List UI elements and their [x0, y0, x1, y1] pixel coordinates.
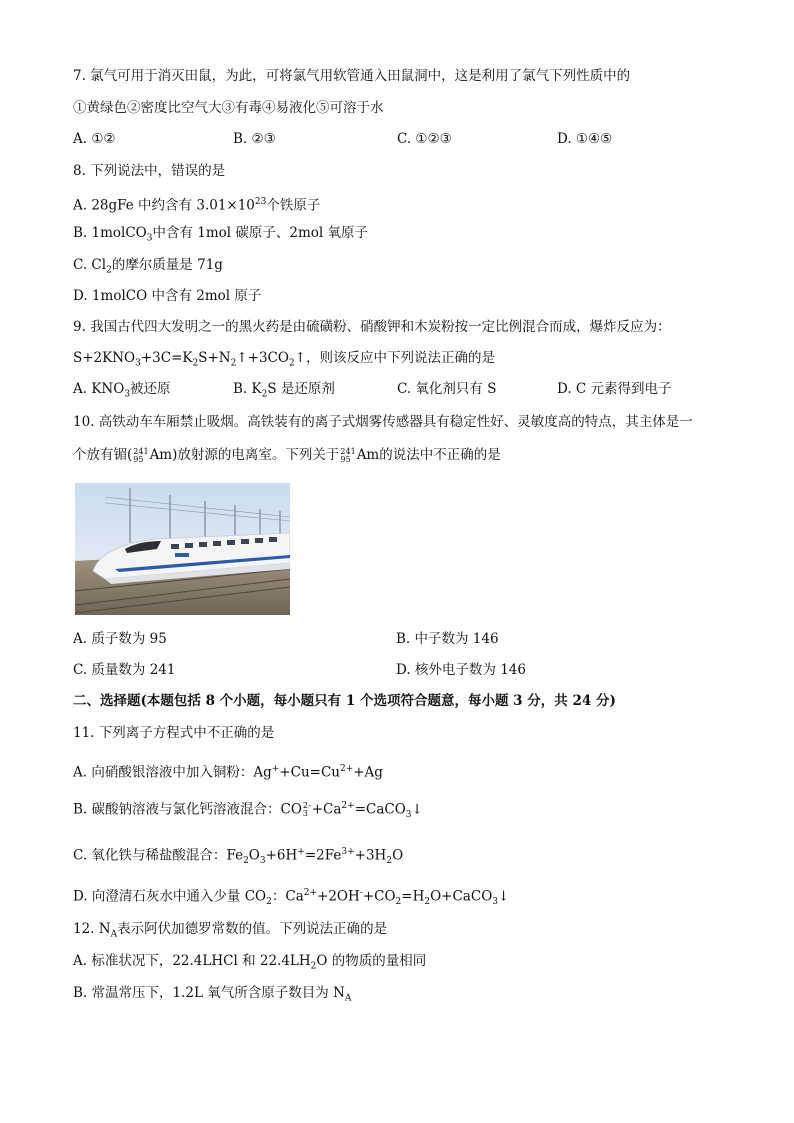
q8-option-d: D. 1molCO 中含有 2mol 原子 — [73, 288, 262, 304]
q11-option-b: B. 碳酸钠溶液与氯化钙溶液混合：CO2- $3 +Ca^{2+}=CaCO_3↓$ — [73, 801, 423, 821]
q7-option-d: D. ①④⑤ — [557, 131, 613, 147]
q12-stem: 12. $N_A$表示阿伏加德罗常数的值。下列说法正确的是 — [73, 921, 388, 940]
q10-option-d: D. 核外电子数为 146 — [396, 662, 526, 678]
q10-option-b: B. 中子数为 146 — [396, 631, 499, 647]
q12-option-a: A. 标准状况下，22.4LHCl 和 $22.4LH_2O$ 的物质的量相同 — [73, 953, 427, 972]
q11-option-c: C. 氧化铁与稀盐酸混合：$Fe_2O_3+6H^+=2Fe^{3+}+3H_2O$ — [73, 847, 404, 867]
isotope-notation-2: 241 95 — [340, 446, 356, 464]
q9-equation: $S+2KNO_3+3C=K_2S+N_2↑+3CO_2↑$，则该反应中下列说法正确的是 — [73, 350, 495, 369]
q9-option-d: D. C 元素得到电子 — [557, 381, 672, 397]
q9-option-a: A. $KNO_3$被还原 — [73, 381, 171, 400]
train-illustration — [75, 483, 290, 615]
q10-stem: 10. 高铁动车车厢禁止吸烟。高铁装有的离子式烟雾传感器具有稳定性好、灵敏度高的特点，其主体是一 — [73, 414, 693, 430]
q8-option-c: C. $Cl_2$的摩尔质量是 71g — [73, 257, 223, 276]
q8-option-a: A. 28gFe 中约含有 $3.01\times 10^{23}$个铁原子 — [73, 197, 321, 214]
q7-properties: ①黄绿色②密度比空气大③有毒④易液化⑤可溶于水 — [73, 100, 384, 116]
q8-stem: 8. 下列说法中，错误的是 — [73, 163, 226, 179]
q7-option-c: C. ①②③ — [397, 131, 452, 147]
carbonate-charge: 2- 3 — [302, 801, 311, 818]
q7-option-b: B. ②③ — [233, 131, 276, 147]
q10-option-a: A. 质子数为 95 — [73, 631, 167, 647]
q9-stem: 9. 我国古代四大发明之一的黑火药是由硫磺粉、硝酸钾和木炭粉按一定比例混合而成，爆炸反应为： — [73, 319, 671, 335]
q11-option-d: D. 向澄清石灰水中通入少量 $CO_2$：$Ca^{2+}+2OH^-+CO_2=H_2O+CaCO_3↓$ — [73, 888, 510, 908]
isotope-notation: 241 95 — [133, 446, 149, 464]
q9-option-b: B. $K_2S$ 是还原剂 — [233, 381, 335, 400]
q9-option-c: C. 氧化剂只有 S — [397, 381, 497, 397]
q11-stem: 11. 下列离子方程式中不正确的是 — [73, 725, 275, 741]
q11-option-a: A. 向硝酸银溶液中加入铜粉：$Ag^++Cu=Cu^{2+}+Ag$ — [73, 764, 383, 781]
section-2-title: 二、选择题(本题包括 8 个小题，每小题只有 1 个选项符合题意，每小题 3 分，共 24 分) — [73, 693, 616, 709]
q8-option-b: B. 1molCO$_3$中含有 1mol 碳原子、2mol 氧原子 — [73, 225, 369, 244]
q12-option-b: B. 常温常压下，1.2L 氧气所含原子数目为 $N_A$ — [73, 985, 352, 1004]
high-speed-train-photo — [75, 483, 290, 615]
q10-option-c: C. 质量数为 241 — [73, 662, 176, 678]
q10-stem-line2: 个放有镅(241 95 Am)放射源的电离室。下列关于241 95 Am的说法中不正确的是 — [73, 446, 501, 464]
q7-stem: 7. 氯气可用于消灭田鼠，为此，可将氯气用软管通入田鼠洞中，这是利用了氯气下列性质中的 — [73, 68, 631, 84]
q7-option-a: A. ①② — [73, 131, 116, 147]
